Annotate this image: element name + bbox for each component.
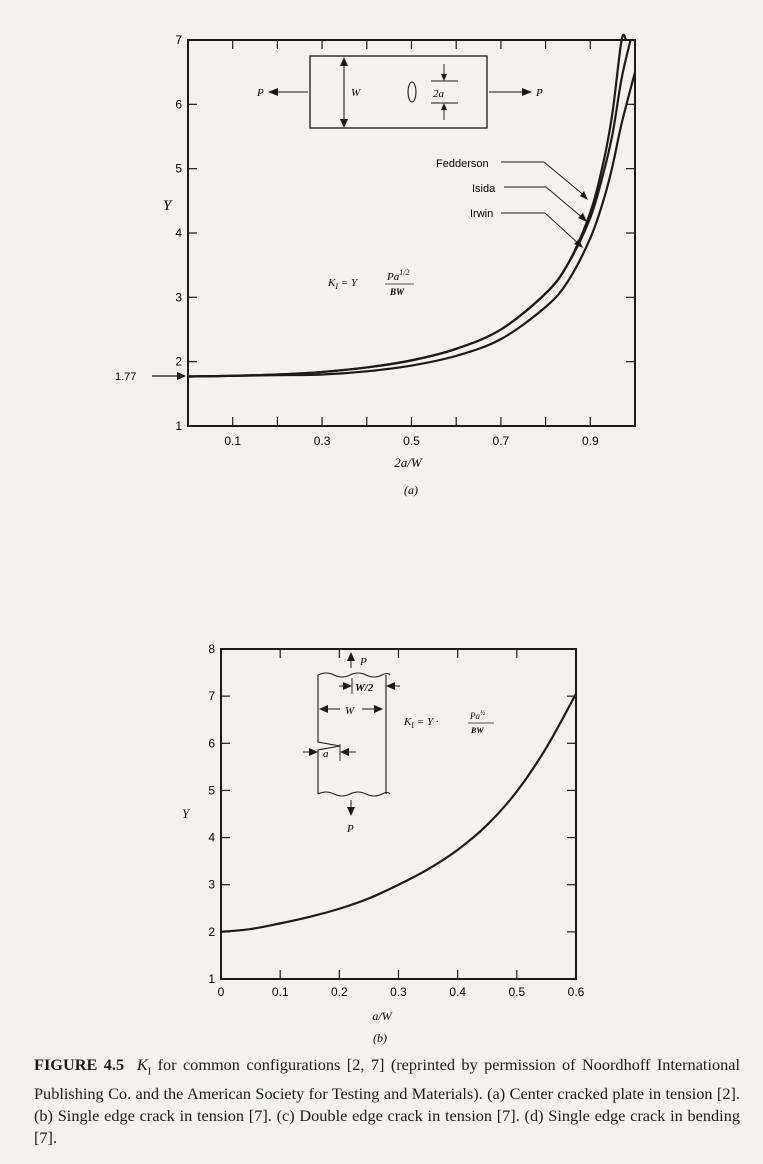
- panel-label-a: (a): [404, 483, 418, 497]
- legend-a: [436, 158, 588, 248]
- legend-label-irwin: Irwin: [470, 208, 494, 220]
- svg-text:BW: BW: [471, 726, 484, 735]
- series-line-irwin: [188, 72, 635, 376]
- y-tick-label: 2: [175, 354, 182, 369]
- formula-b: [403, 709, 494, 735]
- inset-center-crack: [256, 56, 543, 128]
- tick-labels-b: [208, 642, 584, 999]
- y-tick-label: 6: [175, 97, 182, 112]
- svg-text:KI = Y: $K_I = Y$: [328, 277, 358, 291]
- x-tick-label: 0.5: [508, 985, 526, 999]
- svg-text:KI = Y ·: $K_I = Y$ ·: [404, 716, 439, 730]
- x-tick-label: 0.3: [390, 985, 407, 999]
- legend-label-fedderson: Fedderson: [436, 158, 489, 170]
- x-tick-label: 0.1: [271, 985, 289, 999]
- y-tick-label: 8: [208, 642, 215, 656]
- svg-text:W: W: [345, 705, 355, 717]
- x-tick-label: 0.4: [449, 985, 467, 999]
- svg-text:Pa1/2: $Pa^{1/2}$: [387, 268, 410, 283]
- ticks-a: [188, 40, 635, 426]
- svg-text:P: P: [536, 87, 543, 99]
- x-tick-label: 0.1: [224, 434, 242, 448]
- svg-text:P: P: [360, 656, 367, 668]
- y-tick-label: 1: [208, 972, 215, 986]
- y-tick-label: 7: [208, 689, 215, 704]
- x-tick-label: 0.2: [330, 985, 348, 999]
- y-tick-label: 3: [208, 877, 215, 892]
- marker-arrowhead-177: [177, 372, 186, 380]
- caption-text: for common configurations [2, 7] (reprinted by permission of Noordhoff International Publishing Co. and the American Society for Testing and Materials). (a) Center cracked plate in tension [2]. (b) Single edge crack in tension [7]. (c) Double edge crack in tension [7]. (d) Single edge crack in bending [7].: [34, 1055, 740, 1148]
- y-tick-label: 1: [175, 419, 182, 433]
- series-line-isida: [188, 40, 631, 376]
- ylabel-a: Y: [163, 198, 172, 214]
- y-tick-label: 7: [175, 33, 182, 47]
- svg-text:a: a: [323, 748, 329, 760]
- x-tick-label: 0.7: [492, 434, 510, 448]
- legend-label-isida: Isida: [472, 183, 496, 195]
- xlabel-a: 2a/W: [394, 455, 422, 470]
- x-tick-label: 0.5: [403, 434, 420, 448]
- y-tick-label: 4: [208, 830, 215, 845]
- svg-text:BW: BW: [390, 287, 405, 297]
- caption-label: FIGURE 4.5: [34, 1055, 125, 1074]
- svg-text:W: W: [351, 87, 361, 99]
- y-tick-label: 4: [175, 226, 182, 240]
- plot-frame-a: [188, 40, 635, 426]
- x-tick-label: 0.6: [567, 985, 585, 999]
- plot-frame-b: [221, 649, 576, 979]
- chart-a: [0, 0, 763, 520]
- ylabel-b: Y: [182, 806, 190, 821]
- series-group-b: [221, 694, 576, 932]
- svg-text:2a: 2a: [433, 88, 444, 100]
- caption-symbol: K: [136, 1055, 148, 1074]
- x-tick-label: 0.9: [581, 434, 599, 448]
- panel-label-b: (b): [373, 1031, 387, 1045]
- y-tick-label: 5: [208, 783, 215, 798]
- y-tick-label: 3: [175, 290, 182, 305]
- chart-b: [0, 520, 763, 1050]
- y-tick-label: 5: [175, 161, 182, 176]
- xlabel-b: a/W: [372, 1009, 392, 1023]
- svg-text:P: P: [257, 87, 264, 99]
- ticks-b: [221, 649, 576, 979]
- x-tick-label: 0.3: [313, 434, 331, 448]
- series-line: [221, 694, 576, 932]
- svg-text:W/2: W/2: [355, 682, 374, 694]
- svg-text:P: P: [347, 823, 354, 835]
- series-line-fedderson: [188, 35, 626, 377]
- formula-a: [327, 268, 414, 297]
- crack-ellipse-icon: [408, 82, 416, 102]
- inset-edge-crack: [303, 652, 400, 835]
- x-tick-label: 0: [217, 985, 225, 999]
- figure-caption: FIGURE 4.5 $K_I$ for common configurations [2, 7] (reprinted by permission of Noordhoff International Publishing Co. and the American Society for Testing and Materials). (a) Center cracked plate in tension [2]. (b) Single edge crack in tension [7]. (c) Double edge crack in tension [7]. (d) Single edge crack in bending [7].: [34, 1055, 740, 1148]
- y-tick-label: 6: [208, 736, 215, 751]
- y-tick-label: 2: [208, 924, 215, 939]
- marker-label-177: 1.77: [115, 371, 137, 383]
- svg-text:Pa½: $Pa^{\frac{1}{2}}$: [470, 709, 486, 721]
